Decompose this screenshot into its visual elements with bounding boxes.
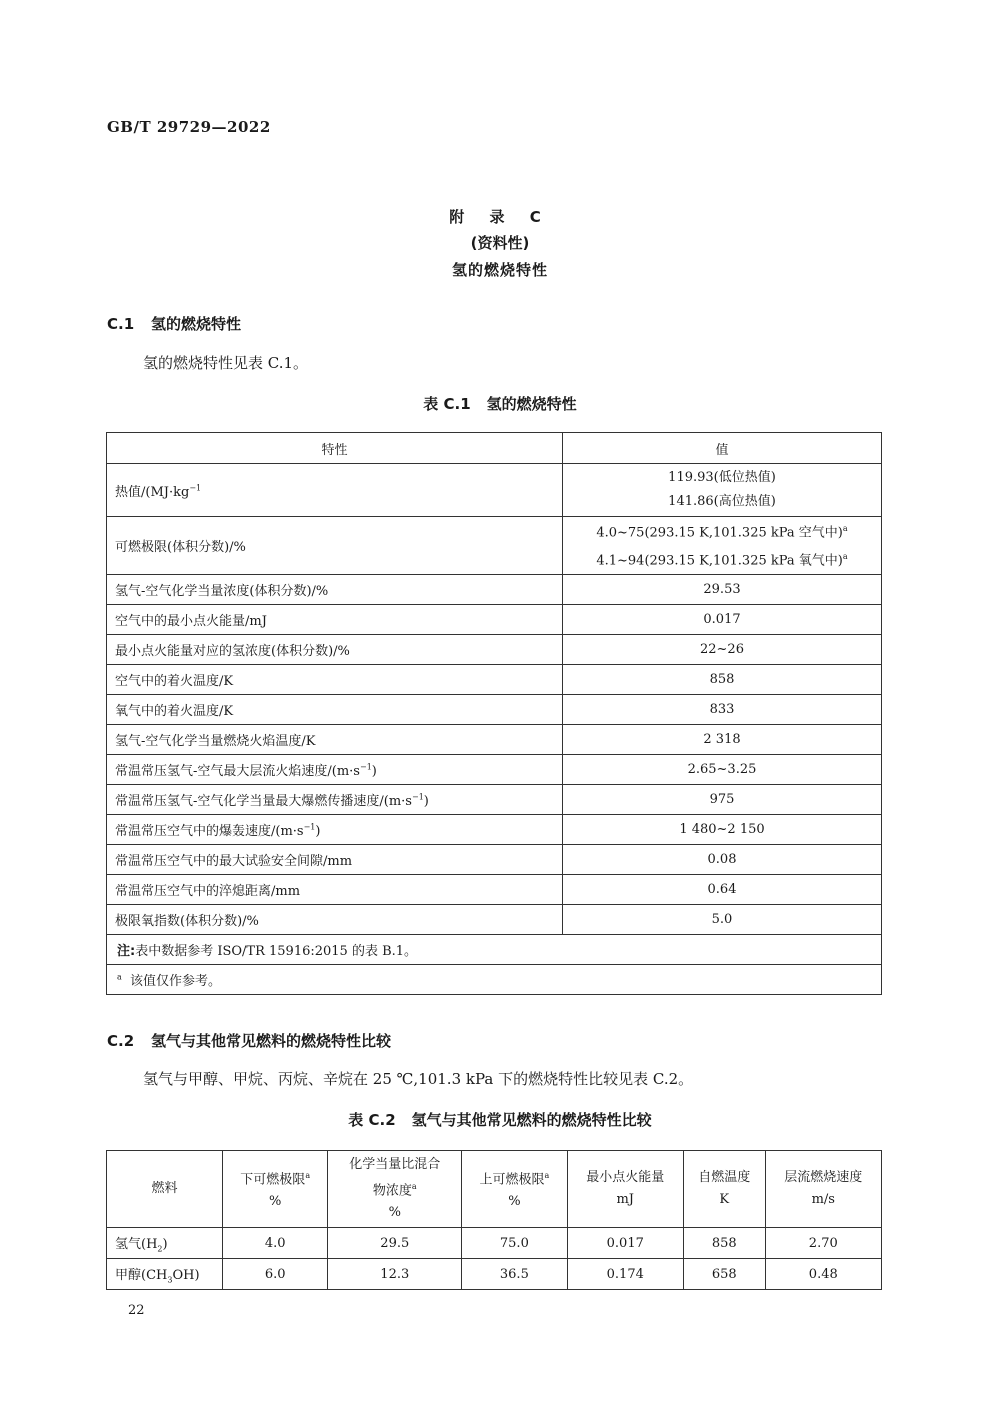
header-cell-stoichiometric: 化学当量比混合 物浓度$^a$ %: [328, 1151, 462, 1228]
value-cell: 833: [563, 694, 882, 724]
property-cell: 空气中的最小点火能量/mJ: [107, 604, 563, 634]
value-cell: 658: [683, 1259, 765, 1290]
value-cell: 2.65~3.25: [563, 754, 882, 784]
table-note-row: [107, 934, 882, 964]
appendix-subject: 氢的燃烧特性: [451, 261, 548, 279]
property-cell: 常温常压氢气-空气最大层流火焰速度$/(m\cdot s^{-1})$: [107, 754, 563, 784]
value-cell: 0.017: [567, 1228, 683, 1259]
value-cell: 12.3: [328, 1259, 462, 1290]
property-cell: 最小点火能量对应的氢浓度(体积分数)/%: [107, 634, 563, 664]
value-cell: 4.0~75(293.15 K,101.325 kPa 空气中)$^a$ 4.1~94(293.15 K,101.325 kPa 氧气中)$^a$: [563, 517, 882, 575]
table-footnote: $^a$ 该值仅作参考。: [107, 964, 882, 994]
table-c2: [106, 1150, 882, 1290]
property-cell: 热值$/(MJ\cdot kg^{-1}$: [107, 464, 563, 517]
table-row: [107, 724, 882, 754]
property-cell: 常温常压空气中的爆轰速度$/(m\cdot s^{-1})$: [107, 814, 563, 844]
section-title: 氢气与其他常见燃料的燃烧特性比较: [151, 1032, 392, 1050]
fuel-cell: 氢气$(H_2)$: [107, 1228, 223, 1259]
property-cell: 氢气-空气化学当量燃烧火焰温度/K: [107, 724, 563, 754]
table-row: [107, 574, 882, 604]
value-cell: 858: [563, 664, 882, 694]
table-row: [107, 814, 882, 844]
value-cell: 6.0: [223, 1259, 328, 1290]
table-footnote-row: [107, 964, 882, 994]
property-cell: 可燃极限(体积分数)/%: [107, 517, 563, 575]
section-heading-c2: [107, 1030, 391, 1051]
header-cell-autoignition: 自燃温度 K: [683, 1151, 765, 1228]
header-cell-property: 特性: [107, 433, 563, 464]
caption-number: 表 C.1: [423, 395, 471, 413]
value-cell: 4.0: [223, 1228, 328, 1259]
section-paragraph: 氢的燃烧特性见表 C.1。: [143, 354, 309, 372]
value-cell: 2 318: [563, 724, 882, 754]
table-header-row: [107, 1151, 882, 1228]
value-cell: 119.93(低位热值) 141.86(高位热值): [563, 464, 882, 517]
value-cell: 22~26: [563, 634, 882, 664]
section-title: 氢的燃烧特性: [151, 315, 242, 333]
table-header-row: [107, 433, 882, 464]
property-cell: 常温常压氢气-空气化学当量最大爆燃传播速度$/(m\cdot s^{-1})$: [107, 784, 563, 814]
value-cell: 0.64: [563, 874, 882, 904]
section-number: C.1: [107, 315, 135, 333]
value-cell: 1 480~2 150: [563, 814, 882, 844]
value-cell: 29.5: [328, 1228, 462, 1259]
value-cell: 975: [563, 784, 882, 814]
caption-number: 表 C.2: [348, 1111, 396, 1129]
table-row: [107, 664, 882, 694]
value-cell: 858: [683, 1228, 765, 1259]
header-cell-burning-velocity: 层流燃烧速度 m/s: [765, 1151, 881, 1228]
header-cell-value: 值: [563, 433, 882, 464]
table-row: [107, 604, 882, 634]
section-paragraph: 氢气与甲醇、甲烷、丙烷、辛烷在 25 ℃,101.3 kPa 下的燃烧特性比较见表 C.2。: [143, 1070, 694, 1088]
table-row: [107, 634, 882, 664]
header-cell-min-ignition: 最小点火能量 mJ: [567, 1151, 683, 1228]
table-row: [107, 694, 882, 724]
value-cell: 5.0: [563, 904, 882, 934]
table-row: [107, 517, 882, 575]
property-cell: 常温常压空气中的最大试验安全间隙/mm: [107, 844, 563, 874]
property-cell: 极限氧指数(体积分数)/%: [107, 904, 563, 934]
value-cell: 2.70: [765, 1228, 881, 1259]
table-caption-c1: [0, 393, 1000, 414]
property-cell: 空气中的着火温度/K: [107, 664, 563, 694]
header-cell-fuel: 燃料: [107, 1151, 223, 1228]
appendix-title: 附 录 C: [449, 208, 551, 226]
value-cell: 36.5: [462, 1259, 567, 1290]
value-cell: 0.48: [765, 1259, 881, 1290]
table-row: [107, 1228, 882, 1259]
standard-code: GB/T 29729—2022: [107, 118, 271, 136]
section-number: C.2: [107, 1032, 135, 1050]
table-row: [107, 1259, 882, 1290]
property-cell: 氧气中的着火温度/K: [107, 694, 563, 724]
table-row: [107, 754, 882, 784]
header-cell-upper-limit: 上可燃极限$^a$ %: [462, 1151, 567, 1228]
value-cell: 29.53: [563, 574, 882, 604]
section-heading-c1: [107, 313, 241, 334]
appendix-nature: (资料性): [470, 234, 530, 252]
value-cell: 0.174: [567, 1259, 683, 1290]
fuel-cell: 甲醇$(CH_3OH)$: [107, 1259, 223, 1290]
table-row: [107, 844, 882, 874]
caption-title: 氢的燃烧特性: [486, 395, 577, 413]
table-row: [107, 904, 882, 934]
table-note: 注:表中数据参考 ISO/TR 15916:2015 的表 B.1。: [107, 934, 882, 964]
table-row: [107, 464, 882, 517]
property-cell: 氢气-空气化学当量浓度(体积分数)/%: [107, 574, 563, 604]
value-cell: 0.08: [563, 844, 882, 874]
caption-title: 氢气与其他常见燃料的燃烧特性比较: [411, 1111, 652, 1129]
value-cell: 75.0: [462, 1228, 567, 1259]
table-row: [107, 874, 882, 904]
table-row: [107, 784, 882, 814]
table-caption-c2: [0, 1109, 1000, 1130]
value-cell: 0.017: [563, 604, 882, 634]
table-c1: [106, 432, 882, 995]
header-cell-lower-limit: 下可燃极限$^a$ %: [223, 1151, 328, 1228]
property-cell: 常温常压空气中的淬熄距离/mm: [107, 874, 563, 904]
page-number: 22: [128, 1303, 145, 1318]
